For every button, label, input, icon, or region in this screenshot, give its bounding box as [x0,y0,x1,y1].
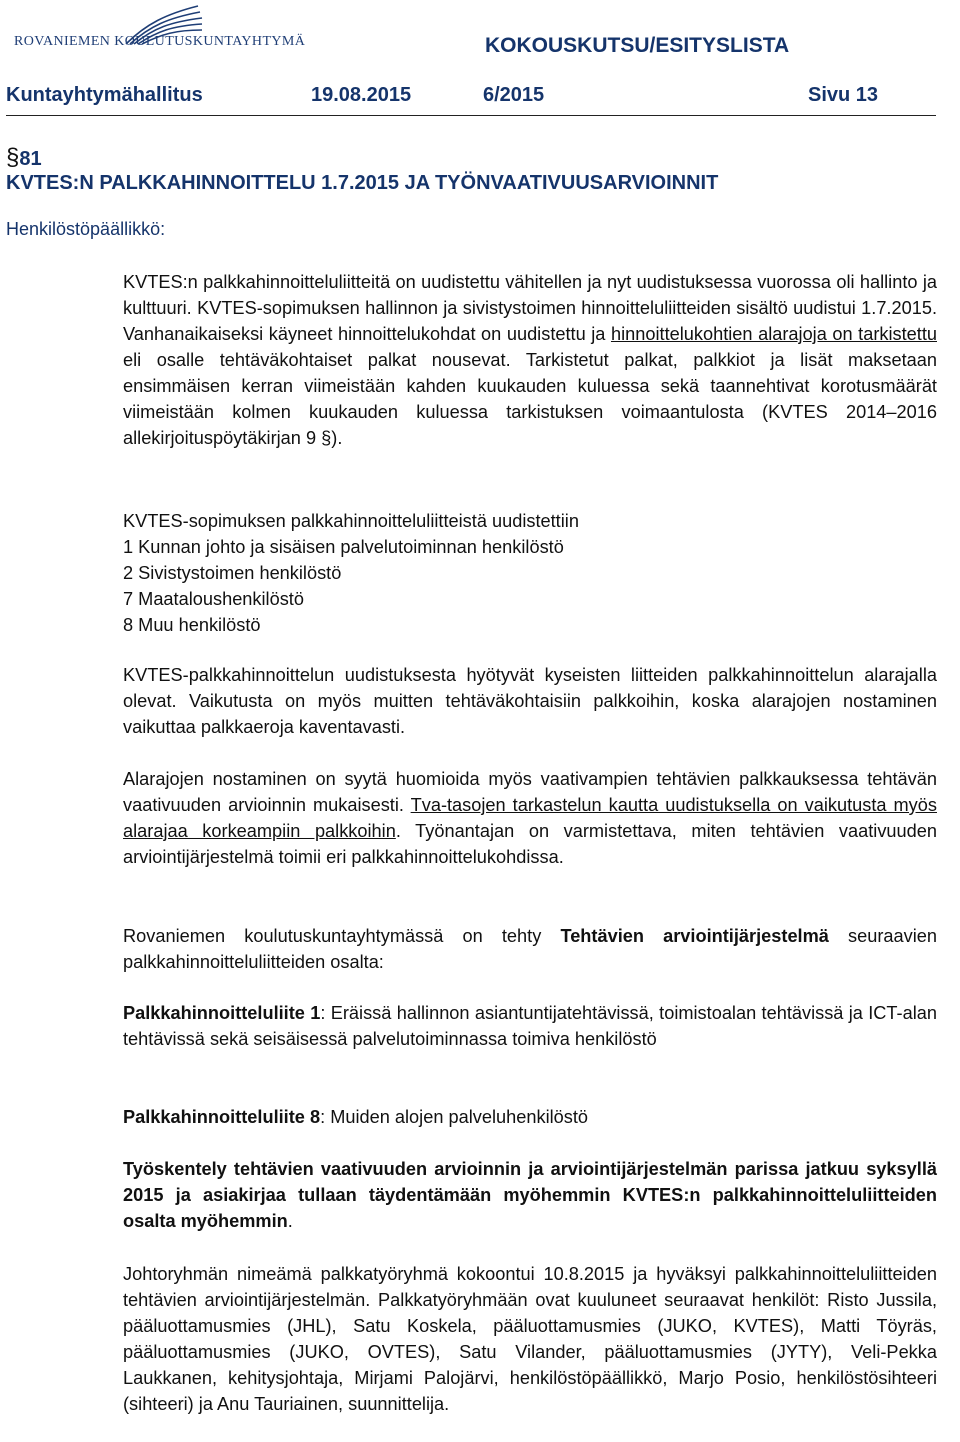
section-number: 81 [19,148,42,170]
meeting-date: 19.08.2015 [311,84,412,106]
paragraph-7 [123,1156,937,1234]
p8-text: Johtoryhmän nimeämä palkkatyöryhmä kokoontui 10.8.2015 ja hyväksyi palkkahinnoitteluliitteiden tehtävien arviointijärjestelmän. Palkkatyöryhmään ovat kuuluneet seuraavat henkilöt: Risto Jussila, pääluottamusmies (JHL), Satu Koskela, pääluottamusmies (JUKO, KVTES), Matti Töyräs, pääluottamusmies (JUKO, OVTES), Satu Vilander, pääluottamusmies (JYTY), Veli-Pekka Laukkanen, kehitysjohtaja, Mirjami Palojärvi, henkilöstöpäällikkö, Marjo Posio, henkilöstösihteeri (sihteeri) ja Anu Tauriainen, suunnittelija. [123,1264,937,1414]
paragraph-6 [123,1104,937,1130]
org-logo [6,4,356,56]
document-type: KOKOUSKUTSU/ESITYSLISTA [485,34,790,57]
p4-text-b: seuraavien palkkahinnoitteluliitteiden osalta: [123,926,938,972]
list-item: 2 Sivistystoimen henkilöstö [123,563,342,583]
paragraph-4 [123,923,937,975]
section-heading [6,146,718,195]
p5-text: : Eräissä hallinnon asiantuntijatehtävissä, toimistoalan tehtävissä ja ICT-alan tehtävissä sekä seisäisessä palvelutoiminnassa toimiva henkilöstö [123,1003,937,1049]
p2-text: KVTES-palkkahinnoittelun uudistuksesta hyötyvät kyseisten liitteiden palkkahinnoittelun alarajalla olevat. Vaikutusta on myös muitten tehtäväkohtaisiin palkkoihin, koska alarajojen nostaminen vaikuttaa palkkaeroja kaventavasti. [123,665,937,737]
list-intro: KVTES-sopimuksen palkkahinnoitteluliitteistä uudistettiin [123,511,579,531]
p7-text: . [287,1211,293,1231]
uudistetut-liitteet-list [123,508,937,638]
paragraph-2 [123,662,937,740]
p4-bold: Tehtävien arviointijärjestelmä [560,926,829,946]
page-number: Sivu 13 [808,84,879,106]
page-header [0,0,960,118]
p5-bold: Palkkahinnoitteluliite 1 [123,1003,321,1023]
meeting-number: 6/2015 [483,84,545,106]
header-divider [6,115,936,116]
list-item: 7 Maataloushenkilöstö [123,589,304,609]
p6-bold: Palkkahinnoitteluliite 8 [123,1107,321,1127]
paragraph-3 [123,766,937,870]
p3-underlined: Tva-tasojen tarkastelun kautta uudistuksella on vaikutusta myös alarajaa korkeampiin palkkoihin [123,795,937,841]
p7-bold: Työskentely tehtävien vaativuuden arvioinnin ja arviointijärjestelmän parissa jatkuu syksyllä 2015 ja asiakirjaa tullaan täydentämään myöhemmin KVTES:n palkkahinnoitteluliitteiden osalta myöhemmin [123,1159,937,1231]
p1-text-c: ). [331,428,343,448]
section-title: KVTES:N PALKKAHINNOITTELU 1.7.2015 JA TYÖNVAATIVUUSARVIOINNIT [6,172,719,194]
p4-text-a: Rovaniemen koulutuskuntayhtymässä on tehty [123,926,561,946]
section-symbol: § [6,144,20,171]
paragraph-5 [123,1000,937,1052]
logo-text: ROVANIEMEN KOULUTUSKUNTAYHTYMÄ [14,34,306,49]
preparer-label: Henkilöstöpäällikkö: [6,219,166,239]
p6-text: : Muiden alojen palveluhenkilöstö [320,1107,589,1127]
body-name: Kuntayhtymähallitus [6,84,203,106]
p1-underlined: hinnoittelukohtien alarajoja on tarkistettu [610,324,937,344]
paragraph-1 [123,269,937,451]
p3-text-b: . Työnantajan on varmistettava, miten tehtävien vaativuuden arviointijärjestelmä toimii eri palkkahinnoittelukohdissa. [123,821,937,867]
p1-text-a: KVTES:n palkkahinnoitteluliitteitä on uudistettu vähitellen ja nyt uudistuksessa vuorossa oli hallinto ja kulttuuri. KVTES-sopimuksen hallinnon ja sivistystoimen hinnoitteluliitteiden sisältö uudistui 1.7.2015. Vanhanaikaiseksi käyneet hinnoittelukohdat on uudistettu ja [123,272,937,344]
p1-section-symbol: § [321,428,332,448]
p1-text-b: eli osalle tehtäväkohtaiset palkat nousevat. Tarkistetut palkat, palkkiot ja lisät maksetaan ensimmäisen kerran viimeistään kahden kuukauden kuluessa sekä taannehtivat korotusmäärät viimeistään kolmen kuukauden kuluessa tarkistuksen voimaantulosta (KVTES 2014–2016 allekirjoituspöytäkirjan 9 [123,350,937,448]
list-item: 8 Muu henkilöstö [123,615,261,635]
list-item: 1 Kunnan johto ja sisäisen palvelutoiminnan henkilöstö [123,537,564,557]
paragraph-8 [123,1261,937,1417]
p3-text-a: Alarajojen nostaminen on syytä huomioida myös vaativampien tehtävien palkkauksessa tehtävän vaativuuden arvioinnin mukaisesti. [123,769,937,815]
